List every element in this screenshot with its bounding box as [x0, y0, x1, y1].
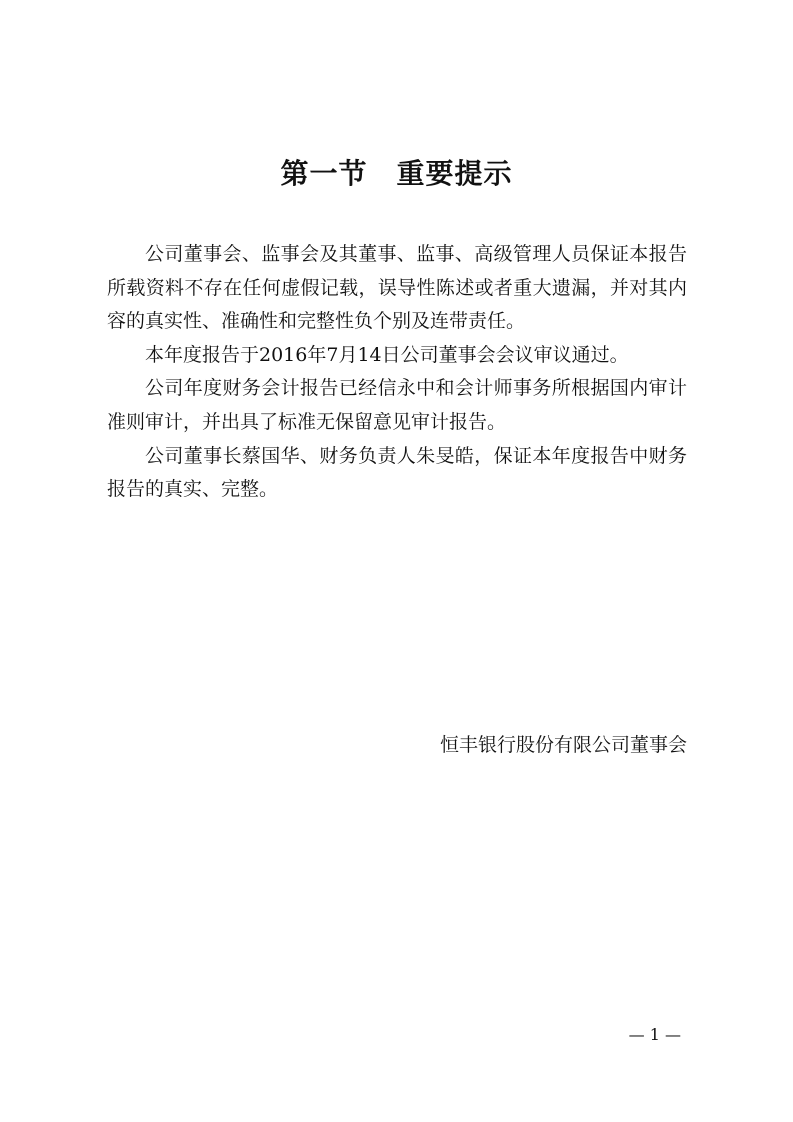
paragraph-approval-date: 本年度报告于2016年7月14日公司董事会会议审议通过。: [145, 343, 629, 366]
page-number: — 1 —: [628, 1025, 681, 1044]
section-title: 第一节 重要提示: [280, 157, 513, 190]
paragraph-audit-opinion: 公司年度财务会计报告已经信永中和会计师事务所根据国内审计准则审计，并出具了标准无保留意见审计报告。: [107, 377, 687, 433]
signature-board-of-directors: 恒丰银行股份有限公司董事会: [439, 734, 687, 756]
body-text: [107, 238, 687, 507]
paragraph-responsibility-statement: 公司董事会、监事会及其董事、监事、高级管理人员保证本报告所载资料不存在任何虚假记载，误导性陈述或者重大遗漏，并对其内容的真实性、准确性和完整性负个别及连带责任。: [107, 243, 687, 333]
paragraph-guarantee: 公司董事长蔡国华、财务负责人朱旻皓，保证本年度报告中财务报告的真实、完整。: [107, 444, 687, 501]
